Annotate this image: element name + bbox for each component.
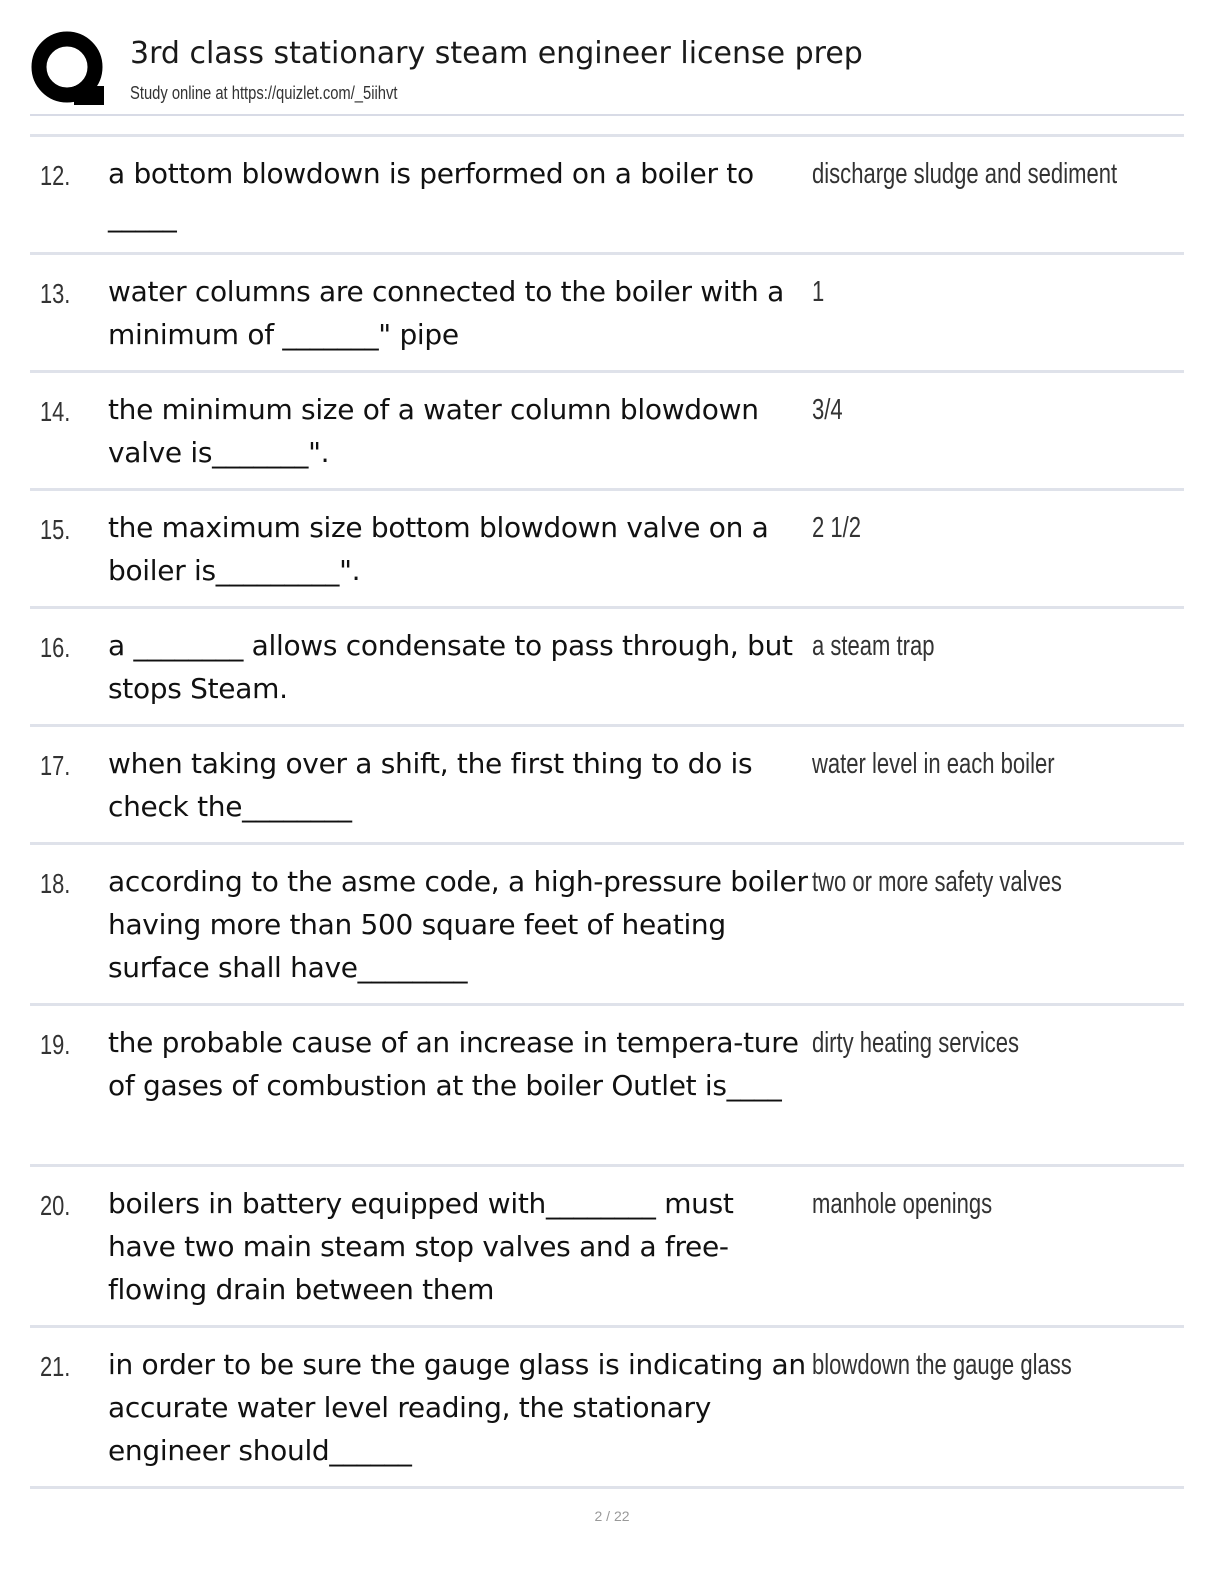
card-answer: 2 1/2 <box>812 512 862 544</box>
card-number: 12. <box>40 160 71 191</box>
flashcard-20 <box>30 1164 1184 1325</box>
card-number: 17. <box>40 750 71 781</box>
card-answer: a steam trap <box>812 630 935 662</box>
card-answer: 1 <box>812 276 825 308</box>
card-number: 15. <box>40 514 71 545</box>
flashcard-21 <box>30 1325 1184 1486</box>
card-answer: manhole openings <box>812 1188 993 1220</box>
quizlet-q-logo-icon <box>30 30 110 110</box>
card-number: 20. <box>40 1190 71 1221</box>
card-question: a bottom blowdown is performed on a boiler to _____ <box>108 157 754 233</box>
page-header <box>30 30 1184 114</box>
page-number: 2 / 22 <box>594 1508 630 1524</box>
card-answer: dirty heating services <box>812 1027 1020 1059</box>
flashcard-list <box>30 134 1184 1486</box>
card-question: according to the asme code, a high-pressure boiler having more than 500 square feet of heating surface shall have________ <box>108 865 808 984</box>
study-online-link[interactable]: Study online at https://quizlet.com/_5iihvt <box>130 83 398 103</box>
card-answer: discharge sludge and sediment <box>812 158 1118 190</box>
card-question: water columns are connected to the boiler with a minimum of _______" pipe <box>108 275 784 351</box>
card-number: 18. <box>40 868 71 899</box>
card-answer: 3/4 <box>812 394 843 426</box>
header-divider <box>30 114 1184 116</box>
card-question: the probable cause of an increase in tempera-ture of gases of combustion at the boiler Outlet is____ <box>108 1026 799 1102</box>
card-question: boilers in battery equipped with________ must have two main steam stop valves and a free-flowing drain between them <box>108 1187 734 1306</box>
flashcard-16 <box>30 606 1184 724</box>
flashcard-13 <box>30 252 1184 370</box>
card-number: 14. <box>40 396 71 427</box>
flashcard-12 <box>30 134 1184 252</box>
page-title: 3rd class stationary steam engineer license prep <box>130 36 863 71</box>
card-question: the maximum size bottom blowdown valve on a boiler is_________". <box>108 511 769 587</box>
card-number: 16. <box>40 632 71 663</box>
card-number: 13. <box>40 278 71 309</box>
flashcard-19 <box>30 1003 1184 1164</box>
card-number: 19. <box>40 1029 71 1060</box>
flashcard-18 <box>30 842 1184 1003</box>
card-answer: two or more safety valves <box>812 866 1062 898</box>
card-question: the minimum size of a water column blowdown valve is_______". <box>108 393 759 469</box>
card-question: a ________ allows condensate to pass through, but stops Steam. <box>108 629 793 705</box>
flashcard-15 <box>30 488 1184 606</box>
bottom-divider <box>30 1486 1184 1489</box>
card-answer: blowdown the gauge glass <box>812 1349 1072 1381</box>
flashcard-17 <box>30 724 1184 842</box>
flashcard-14 <box>30 370 1184 488</box>
card-question: in order to be sure the gauge glass is indicating an accurate water level reading, the stationary engineer should______ <box>108 1348 806 1467</box>
card-question: when taking over a shift, the first thing to do is check the________ <box>108 747 753 823</box>
card-answer: water level in each boiler <box>812 748 1055 780</box>
card-number: 21. <box>40 1351 71 1382</box>
